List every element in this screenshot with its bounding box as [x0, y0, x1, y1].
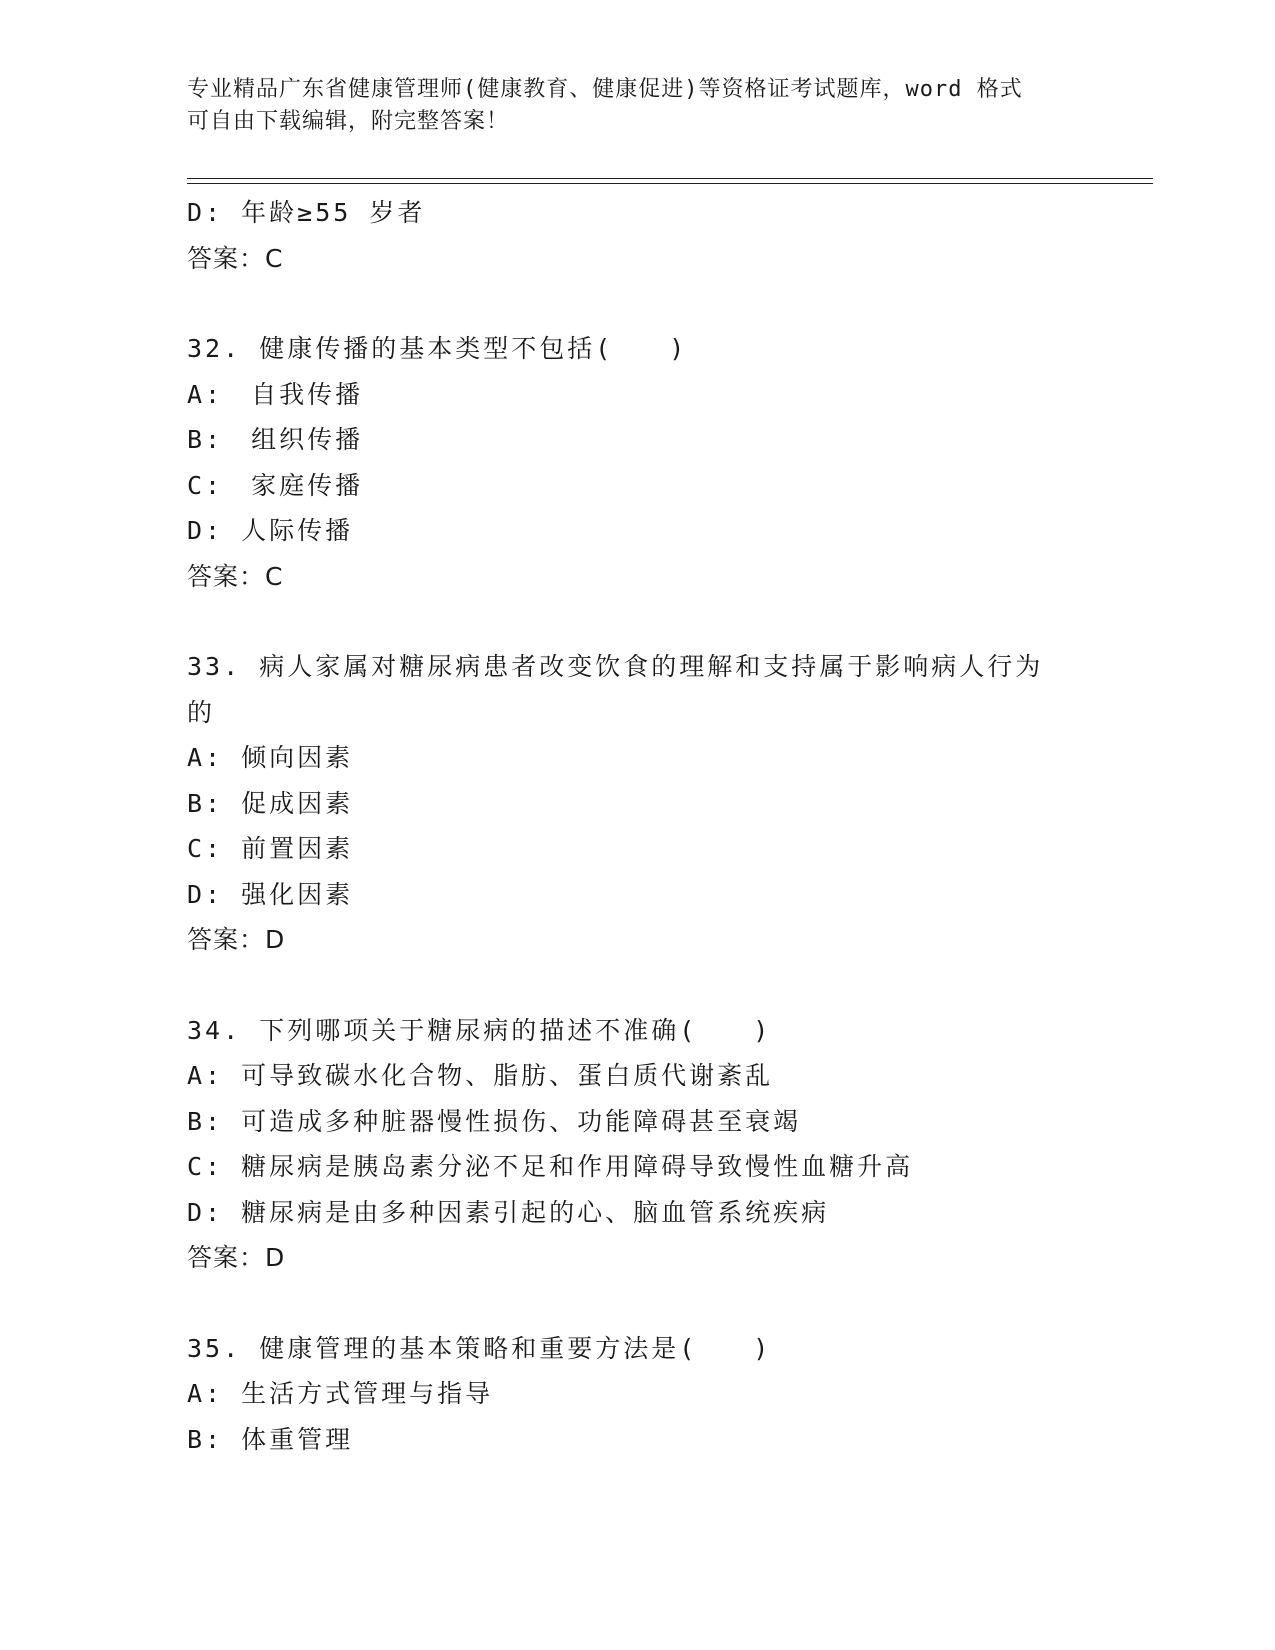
document-header — [187, 74, 1087, 138]
question-35-option-b: B: 体重管理 — [187, 1424, 354, 1454]
question-32-option-d: D: 人际传播 — [187, 516, 354, 545]
question-32-option-b: B: 组织传播 — [187, 425, 364, 454]
question-32-stem: 32. 健康传播的基本类型不包括( ) — [187, 334, 688, 363]
question-33-answer: 答案：D — [187, 925, 286, 954]
prev-option-d: D: 年龄≥55 岁者 — [187, 198, 426, 227]
spacer — [187, 599, 1087, 644]
question-34-option-c: C: 糖尿病是胰岛素分泌不足和作用障碍导致慢性血糖升高 — [187, 1152, 914, 1181]
question-34-option-d: D: 糖尿病是由多种因素引起的心、脑血管系统疾病 — [187, 1197, 830, 1227]
question-33-option-a: A: 倾向因素 — [187, 743, 354, 772]
question-32-option-c: C: 家庭传播 — [187, 470, 364, 500]
question-32-option-a: A: 自我传播 — [187, 379, 364, 409]
question-33-option-c: C: 前置因素 — [187, 834, 354, 863]
header-divider-bottom — [187, 183, 1153, 184]
spacer — [187, 963, 1087, 1008]
question-35-option-a: A: 生活方式管理与指导 — [187, 1379, 494, 1408]
header-line-1: 专业精品广东省健康管理师(健康教育、健康促进)等资格证考试题库，word 格式 — [187, 77, 1023, 102]
question-32-answer: 答案：C — [187, 561, 284, 591]
question-33-stem: 33. 病人家属对糖尿病患者改变饮食的理解和支持属于影响病人行为 — [187, 652, 1044, 681]
question-34-answer: 答案：D — [187, 1243, 286, 1272]
spacer — [187, 1281, 1087, 1326]
question-33-option-b: B: 促成因素 — [187, 788, 354, 818]
question-33-option-d: D: 强化因素 — [187, 879, 354, 909]
question-34-option-a: A: 可导致碳水化合物、脂肪、蛋白质代谢紊乱 — [187, 1061, 774, 1090]
question-34-option-b: B: 可造成多种脏器慢性损伤、功能障碍甚至衰竭 — [187, 1106, 802, 1136]
header-line-2: 可自由下载编辑，附完整答案！ — [187, 109, 510, 134]
header-divider-top — [187, 178, 1153, 179]
question-list — [187, 190, 1087, 1462]
question-35-stem: 35. 健康管理的基本策略和重要方法是( ) — [187, 1333, 772, 1363]
spacer — [187, 281, 1087, 326]
prev-answer: 答案：C — [187, 243, 284, 273]
question-33-stem-cont: 的 — [187, 697, 216, 727]
question-34-stem: 34. 下列哪项关于糖尿病的描述不准确( ) — [187, 1015, 772, 1045]
